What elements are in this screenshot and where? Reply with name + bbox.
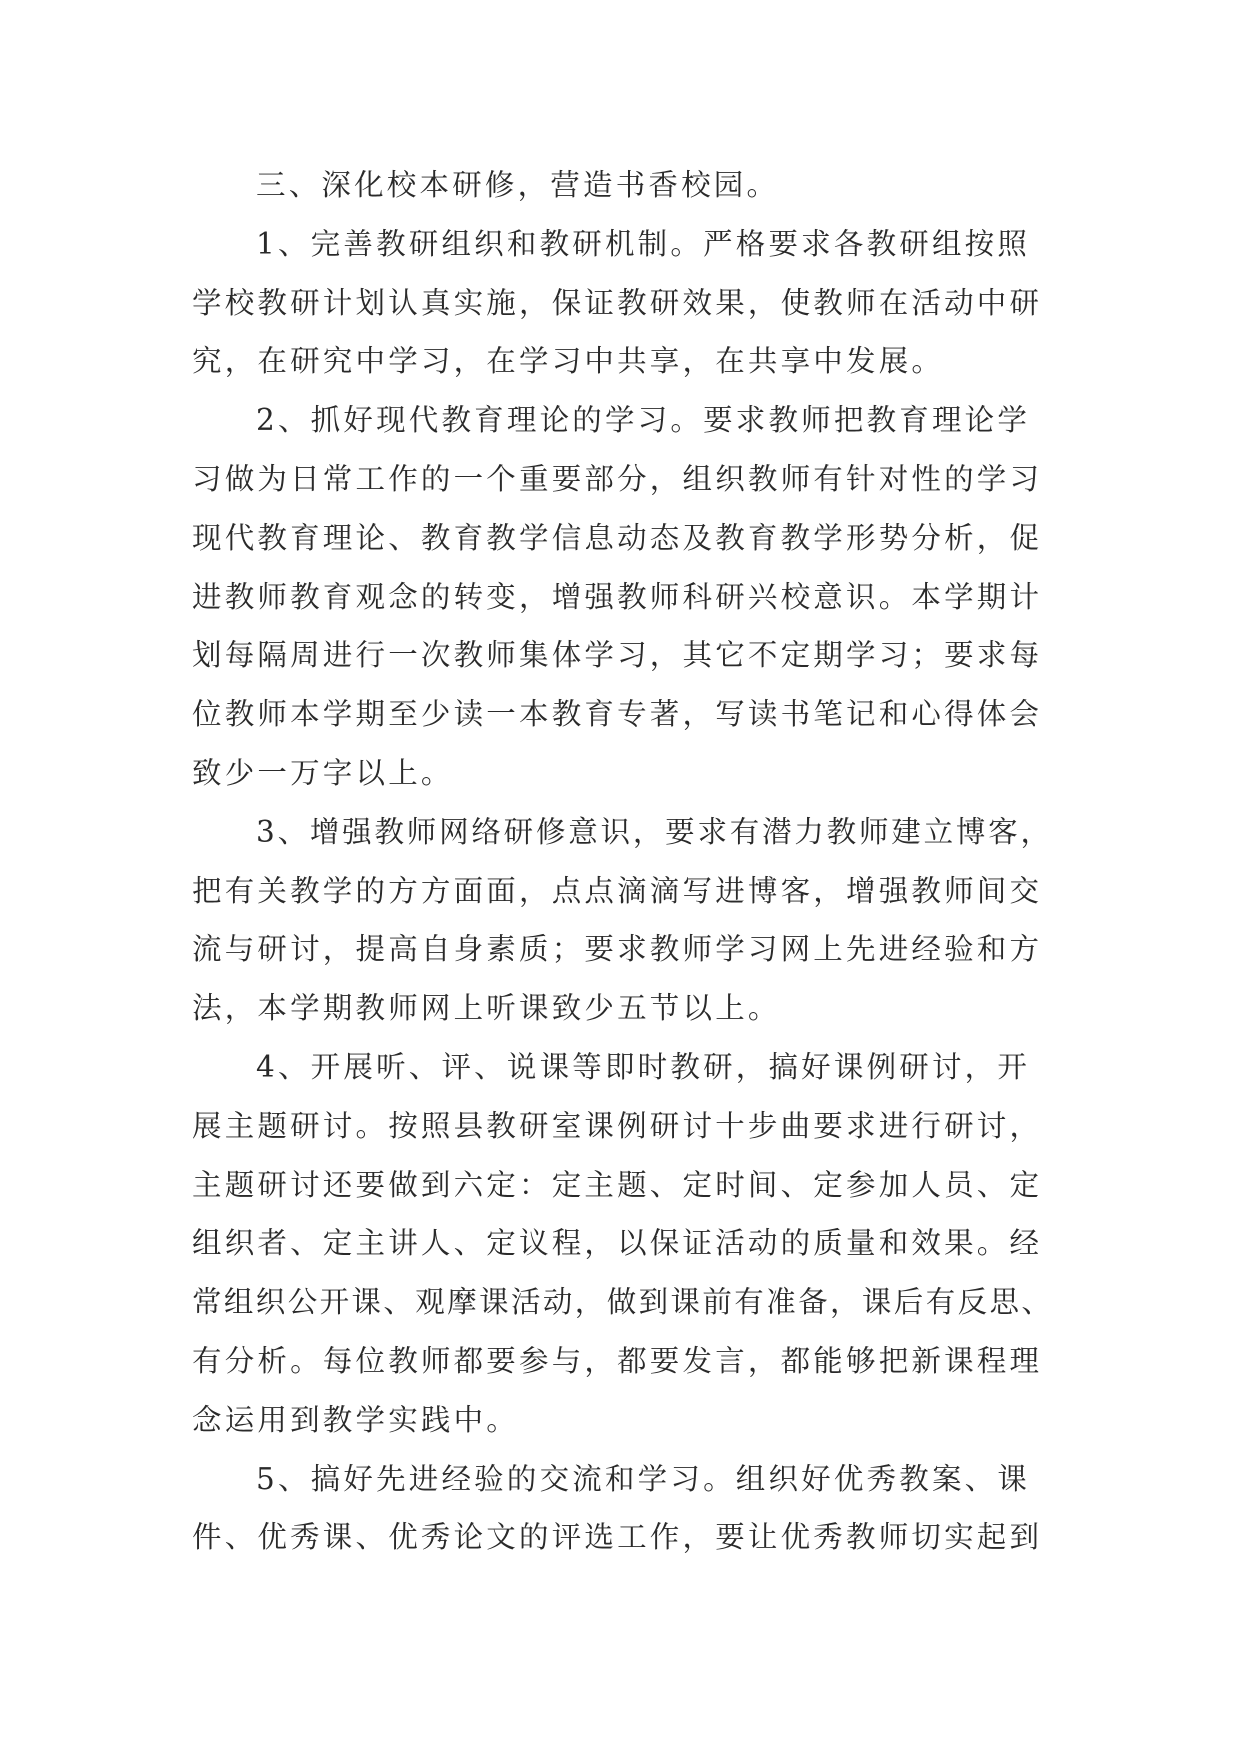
paragraph-line: 组织者、定主讲人、定议程，以保证活动的质量和效果。经 [192, 1226, 1043, 1261]
paragraph-line: 有分析。每位教师都要参与，都要发言，都能够把新课程理 [192, 1343, 1043, 1378]
paragraph-1 [192, 215, 1052, 391]
document-body [192, 156, 1052, 1567]
section-heading-paragraph [192, 156, 1052, 215]
paragraph-line: 5、搞好先进经验的交流和学习。组织好优秀教案、课 [256, 1461, 1031, 1496]
section-heading: 三、深化校本研修，营造书香校园。 [256, 168, 780, 202]
paragraph-line: 习做为日常工作的一个重要部分，组织教师有针对性的学习 [192, 461, 1043, 496]
paragraph-line: 展主题研讨。按照县教研室课例研讨十步曲要求进行研讨， [192, 1108, 1043, 1143]
paragraph-line: 位教师本学期至少读一本教育专著，写读书笔记和心得体会 [192, 697, 1043, 732]
paragraph-line: 流与研讨，提高自身素质；要求教师学习网上先进经验和方 [192, 932, 1043, 967]
paragraph-4 [192, 1038, 1052, 1450]
paragraph-line: 4、开展听、评、说课等即时教研，搞好课例研讨，开 [256, 1049, 1031, 1084]
paragraph-line: 进教师教育观念的转变，增强教师科研兴校意识。本学期计 [192, 579, 1043, 614]
paragraph-line: 主题研讨还要做到六定：定主题、定时间、定参加人员、定 [192, 1167, 1043, 1202]
paragraph-line: 把有关教学的方方面面，点点滴滴写进博客，增强教师间交 [192, 873, 1043, 908]
paragraph-line: 常组织公开课、观摩课活动，做到课前有准备，课后有反思、 [192, 1285, 1054, 1320]
paragraph-line: 法，本学期教师网上听课致少五节以上。 [192, 991, 781, 1026]
paragraph-line: 致少一万字以上。 [192, 755, 454, 790]
paragraph-line: 2、抓好现代教育理论的学习。要求教师把教育理论学 [256, 403, 1031, 438]
paragraph-line: 3、增强教师网络研修意识，要求有潜力教师建立博客， [256, 814, 1053, 849]
paragraph-line: 件、优秀课、优秀论文的评选工作，要让优秀教师切实起到 [192, 1520, 1043, 1555]
paragraph-line: 1、完善教研组织和教研机制。严格要求各教研组按照 [256, 226, 1031, 261]
paragraph-line: 划每隔周进行一次教师集体学习，其它不定期学习；要求每 [192, 638, 1043, 673]
paragraph-5 [192, 1450, 1052, 1568]
paragraph-line: 学校教研计划认真实施，保证教研效果，使教师在活动中研 [192, 285, 1043, 320]
paragraph-3 [192, 803, 1052, 1038]
paragraph-2 [192, 391, 1052, 803]
paragraph-line: 究，在研究中学习，在学习中共享，在共享中发展。 [192, 344, 945, 379]
paragraph-line: 现代教育理论、教育教学信息动态及教育教学形势分析，促 [192, 520, 1043, 555]
paragraph-line: 念运用到教学实践中。 [192, 1402, 520, 1437]
